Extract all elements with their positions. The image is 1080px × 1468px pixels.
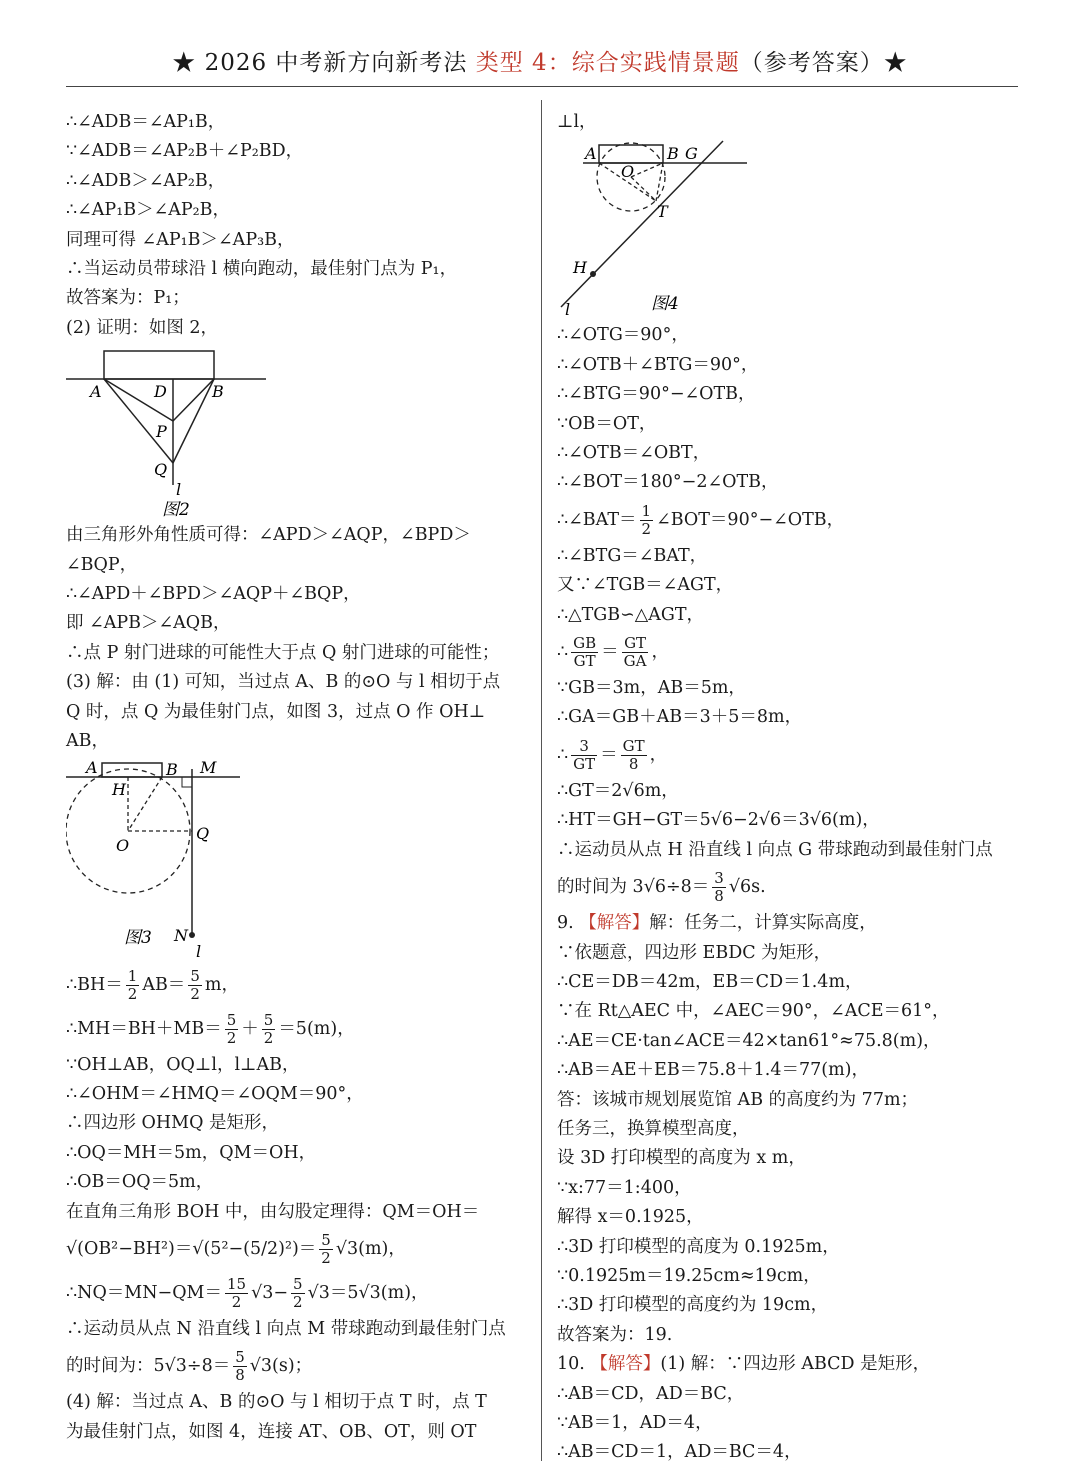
formula-time4: 的时间为 3√6÷8＝ $\frac{3}{8}$ √6s. xyxy=(557,869,766,906)
text-line: ∵OB＝OT， xyxy=(557,413,657,434)
text-line: ∴∠BTG＝∠BAT， xyxy=(557,545,708,566)
label-A: A xyxy=(86,758,98,777)
label-O: O xyxy=(621,162,635,182)
label-T: T xyxy=(657,202,668,222)
figure-caption: 图2 xyxy=(162,500,190,518)
figure-3 xyxy=(66,759,266,959)
label-l: l xyxy=(196,941,202,959)
column-divider xyxy=(541,100,542,1461)
fraction: $\frac{1}{2}$ xyxy=(127,966,138,1003)
formula-sqrt: √(OB²−BH²)＝√(5²−(5/2)²)＝ $\frac{5}{2}$ √3(m)， xyxy=(66,1230,406,1267)
text-line: ∴∠APD＋∠BPD＞∠AQP＋∠BQP， xyxy=(66,584,361,605)
label-B: B xyxy=(212,382,224,402)
header-type: 类型 4：综合实践情景题 xyxy=(475,50,740,76)
fraction: $\frac{1}{2}$ xyxy=(641,501,652,538)
text-line: ∴△TGB∽△AGT， xyxy=(557,604,705,625)
text-line: ∴∠AP₁B＞∠AP₂B， xyxy=(66,200,231,221)
text-line: ∴∠ADB＝∠AP₁B， xyxy=(66,112,226,132)
page-header xyxy=(0,44,1080,77)
text-line: ∴当运动员带球沿 l 横向跑动，最佳射门点为 P₁， xyxy=(66,259,458,280)
text-line: ∴运动员从点 H 沿直线 l 向点 G 带球跑动到最佳射门点 xyxy=(557,839,993,860)
text-line: ∵x:77＝1:400， xyxy=(557,1177,692,1198)
fraction: $\frac{GT}{8}$ xyxy=(622,736,645,773)
label-Q: Q xyxy=(154,460,168,480)
text-line: ∴AB＝CD，AD＝BC， xyxy=(557,1383,745,1404)
fraction: $\frac{5}{2}$ xyxy=(263,1010,274,1047)
fraction: $\frac{5}{2}$ xyxy=(226,1010,237,1047)
fraction: $\frac{5}{2}$ xyxy=(293,1274,303,1311)
text-line: (4) 解：当过点 A、B 的⊙O 与 l 相切于点 T 时，点 T xyxy=(66,1392,487,1413)
text-line: 为最佳射门点，如图 4，连接 AT、OB、OT，则 OT xyxy=(66,1421,477,1442)
formula-ratio2: ∴ $\frac{3}{GT}$ ＝ $\frac{GT}{8}$ ， xyxy=(557,736,668,773)
text-line: ∴点 P 射门进球的可能性大于点 Q 射门进球的可能性； xyxy=(66,642,500,663)
figure-4 xyxy=(557,139,767,317)
answer-tag: 【解答】 xyxy=(579,913,650,934)
text-line: 由三角形外角性质可得：∠APD＞∠AQP，∠BPD＞ xyxy=(66,525,471,546)
header-right: （参考答案）★ xyxy=(739,50,908,76)
text-line: ⊥l， xyxy=(557,112,597,132)
text-line: ∵OH⊥AB，OQ⊥l，l⊥AB， xyxy=(66,1054,300,1075)
text-line: ∵AB＝1，AD＝4， xyxy=(557,1413,713,1433)
text-line: ∴GT＝2√6m， xyxy=(557,780,679,801)
text-line: ∴OQ＝MH＝5m，QM＝OH， xyxy=(66,1142,317,1163)
text-line: ∴HT＝GH−GT＝5√6−2√6＝3√6(m)， xyxy=(557,810,880,831)
text-line: ∴AB＝CD＝1，AD＝BC＝4， xyxy=(557,1442,802,1463)
fraction: $\frac{15}{2}$ xyxy=(226,1274,247,1311)
text-line: ∴AE＝CE·tan∠ACE＝42×tan61°≈75.8(m)， xyxy=(557,1030,941,1051)
text-line: 同理可得 ∠AP₁B＞∠AP₃B， xyxy=(66,229,295,250)
question-9-heading: 9. 【解答】解：任务二，计算实际高度， xyxy=(557,913,877,934)
label-H: H xyxy=(112,779,126,799)
text-line: (3) 解：由 (1) 可知，当过点 A、B 的⊙O 与 l 相切于点 xyxy=(66,672,501,693)
text-line: ∴运动员从点 N 沿直线 l 向点 M 带球跑动到最佳射门点 xyxy=(66,1318,506,1339)
text-line: ∴∠OTB＋∠BTG＝90°， xyxy=(557,354,759,375)
fraction: $\frac{GT}{GA}$ xyxy=(623,634,647,671)
text-line: 在直角三角形 BOH 中，由勾股定理得：QM＝OH＝ xyxy=(66,1201,480,1222)
fraction: $\frac{5}{2}$ xyxy=(190,966,200,1003)
text-line: 即 ∠APB＞∠AQB， xyxy=(66,613,231,634)
label-Q: Q xyxy=(196,823,210,843)
fraction: $\frac{5}{2}$ xyxy=(321,1230,331,1267)
text-line: 又∵∠TGB＝∠AGT， xyxy=(557,575,734,596)
fraction: $\frac{3}{8}$ xyxy=(714,869,724,906)
text-line: ∴∠OTG＝90°， xyxy=(557,325,689,346)
label-N: N xyxy=(174,925,188,945)
label-l: l xyxy=(565,300,571,318)
text-line: ∴OB＝OQ＝5m， xyxy=(66,1172,214,1193)
text-line: ∴∠ADB＞∠AP₂B， xyxy=(66,170,226,191)
label-O: O xyxy=(116,835,130,855)
label-H: H xyxy=(573,258,587,278)
text-line: (2) 证明：如图 2， xyxy=(66,317,219,338)
text-line: 解得 x＝0.1925， xyxy=(557,1207,704,1228)
text-line: 任务三，换算模型高度， xyxy=(557,1118,750,1139)
label-P: P xyxy=(156,422,167,442)
figure-2 xyxy=(66,345,276,517)
text-line: ∴∠OTB＝∠OBT， xyxy=(557,443,711,464)
fraction: $\frac{5}{8}$ xyxy=(235,1348,245,1385)
text-line: AB， xyxy=(66,731,109,752)
text-line: ∴3D 打印模型的高度约为 19cm， xyxy=(557,1295,829,1316)
label-D: D xyxy=(154,382,167,402)
text-line: ∴CE＝DB＝42m，EB＝CD＝1.4m， xyxy=(557,971,863,992)
formula-mh: ∴MH＝BH＋MB＝ $\frac{5}{2}$ ＋ $\frac{5}{2}$ ＝5(m)， xyxy=(66,1010,355,1047)
label-M: M xyxy=(200,758,217,777)
header-left: ★ 2026 中考新方向新考法 xyxy=(172,50,476,76)
text-line: ∵0.1925m＝19.25cm≈19cm， xyxy=(557,1265,821,1286)
text-line: ∴AB＝AE＋EB＝75.8＋1.4＝77(m)， xyxy=(557,1060,869,1081)
fraction: $\frac{3}{GT}$ xyxy=(573,736,596,773)
formula-time3: 的时间为：5√3÷8＝ $\frac{5}{8}$ √3(s)； xyxy=(66,1348,313,1385)
question-10-heading: 10. 【解答】(1) 解：∵四边形 ABCD 是矩形， xyxy=(557,1354,931,1375)
label-A: A xyxy=(90,382,102,402)
text-line: ∵∠ADB＝∠AP₂B＋∠P₂BD， xyxy=(66,141,304,162)
text-line: ∴∠OHM＝∠HMQ＝∠OQM＝90°， xyxy=(66,1083,364,1104)
text-line: ∵在 Rt△AEC 中，∠AEC＝90°，∠ACE＝61°， xyxy=(557,1001,950,1022)
text-line: ∠BQP， xyxy=(66,554,138,575)
right-column xyxy=(557,108,1027,1468)
formula-bh: ∴BH＝ $\frac{1}{2}$ AB＝ $\frac{5}{2}$ m， xyxy=(66,966,239,1003)
label-B: B xyxy=(166,759,178,779)
formula-nq: ∴NQ＝MN−QM＝ $\frac{15}{2}$ √3− $\frac{5}{2}$ √3＝5√3(m)， xyxy=(66,1274,429,1311)
label-A: A xyxy=(585,144,597,164)
label-G: G xyxy=(685,144,698,164)
label-l: l xyxy=(176,480,182,500)
fraction: $\frac{GB}{GT}$ xyxy=(573,634,597,671)
text-line: 设 3D 打印模型的高度为 x m， xyxy=(557,1148,806,1169)
text-line: ∴GA＝GB＋AB＝3＋5＝8m， xyxy=(557,707,803,728)
text-line: ∴3D 打印模型的高度为 0.1925m， xyxy=(557,1236,840,1257)
left-column xyxy=(66,108,532,1447)
text-line: ∵GB＝3m，AB＝5m， xyxy=(557,678,746,699)
formula-ratio1: ∴ $\frac{GB}{GT}$ ＝ $\frac{GT}{GA}$ ， xyxy=(557,634,669,671)
text-line: 答：该城市规划展览馆 AB 的高度约为 77m； xyxy=(557,1089,919,1110)
text-line: 故答案为：P₁； xyxy=(66,288,190,309)
text-line: Q 时，点 Q 为最佳射门点，如图 3，过点 O 作 OH⊥ xyxy=(66,701,486,722)
figure-caption: 图4 xyxy=(651,294,679,315)
header-rule xyxy=(66,86,1018,87)
text-line: ∴四边形 OHMQ 是矩形， xyxy=(66,1113,279,1134)
text-line: ∵依题意，四边形 EBDC 为矩形， xyxy=(557,942,832,963)
formula-bat: ∴∠BAT＝ $\frac{1}{2}$ ∠BOT＝90°−∠OTB， xyxy=(557,501,845,538)
text-line: 故答案为：19. xyxy=(557,1324,673,1345)
text-line: ∴∠BOT＝180°−2∠OTB， xyxy=(557,472,779,493)
figure-caption: 图3 xyxy=(124,927,152,948)
text-line: ∴∠BTG＝90°−∠OTB， xyxy=(557,384,756,405)
label-B: B xyxy=(667,144,679,164)
answer-tag: 【解答】 xyxy=(590,1354,661,1375)
